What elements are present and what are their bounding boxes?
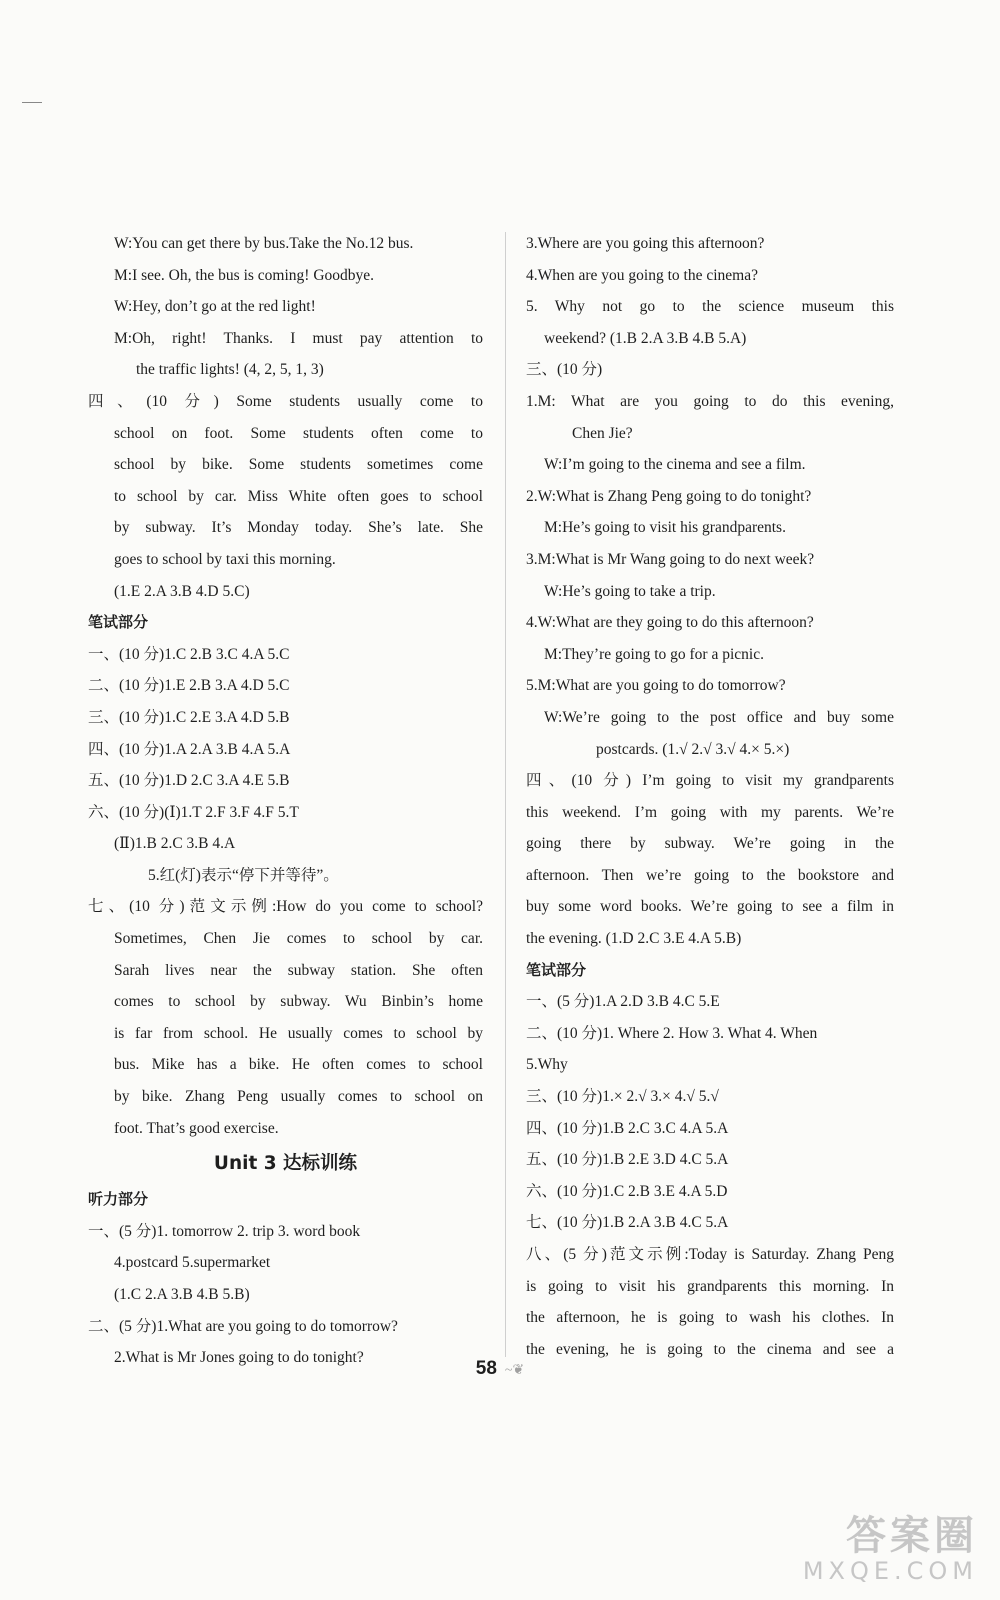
corner-mark <box>22 102 42 103</box>
text-line: by bike. Zhang Peng usually comes to school on <box>114 1088 483 1106</box>
text-line: 一、(5 分)1. tomorrow 2. trip 3. word book <box>88 1222 361 1240</box>
text-line: is far from school. He usually comes to school by <box>114 1024 483 1042</box>
leaf-ornament-icon: ~❦ <box>504 1362 525 1378</box>
text-line: buy some word books. We’re going to see a film in <box>526 898 894 916</box>
text-line: (1.C 2.A 3.B 4.B 5.B) <box>114 1286 250 1303</box>
text-line: 四、(10 分) I’m going to visit my grandparents <box>526 772 894 790</box>
text-line: 5.红(灯)表示“停下并等待”。 <box>148 866 339 884</box>
text-line: M:I see. Oh, the bus is coming! Goodbye. <box>114 266 375 284</box>
text-line: 七、(10 分)范文示例:How do you come to school? <box>88 898 483 916</box>
text-line: 3.Where are you going this afternoon? <box>526 235 765 252</box>
text-line: 5.M:What are you going to do tomorrow? <box>526 677 786 695</box>
text-line: 七、(10 分)1.B 2.A 3.B 4.C 5.A <box>526 1214 729 1232</box>
text-line: comes to school by subway. Wu Binbin’s home <box>114 993 483 1011</box>
text-line: 三、(10 分)1.× 2.√ 3.× 4.√ 5.√ <box>526 1088 719 1106</box>
text-line: W:You can get there by bus.Take the No.12 bus. <box>114 235 414 252</box>
page-footer <box>0 1358 1000 1380</box>
section-heading: 笔试部分 <box>88 613 149 632</box>
text-line: foot. That’s good exercise. <box>114 1119 279 1137</box>
text-line: 五、(10 分)1.D 2.C 3.A 4.E 5.B <box>88 772 290 790</box>
watermark <box>788 1504 978 1584</box>
text-line: this weekend. I’m going with my parents. We’re <box>526 803 894 821</box>
text-line: 二、(10 分)1.E 2.B 3.A 4.D 5.C <box>88 677 290 695</box>
text-line: 六、(10 分)1.C 2.B 3.E 4.A 5.D <box>526 1182 728 1200</box>
text-line: the evening, he is going to the cinema and see a <box>526 1340 894 1358</box>
text-line: 5. Why not go to the science museum this <box>526 298 894 316</box>
text-line: 二、(5 分)1.What are you going to do tomorrow? <box>88 1317 398 1335</box>
text-line: W:Hey, don’t go at the red light! <box>114 298 316 316</box>
column-divider <box>505 232 506 1357</box>
text-line: 一、(10 分)1.C 2.B 3.C 4.A 5.C <box>88 645 290 663</box>
watermark-url: MXQE.COM <box>802 1557 978 1585</box>
text-line: 四、(10 分)1.A 2.A 3.B 4.A 5.A <box>88 740 291 758</box>
text-line: weekend? (1.B 2.A 3.B 4.B 5.A) <box>544 329 747 347</box>
text-line: by subway. It’s Monday today. She’s late. She <box>114 519 483 537</box>
right-column <box>526 228 894 1365</box>
text-line: 2.W:What is Zhang Peng going to do tonight? <box>526 487 812 505</box>
text-line: to school by car. Miss White often goes to school <box>114 487 483 505</box>
text-line: 4.postcard 5.supermarket <box>114 1254 271 1272</box>
text-line: 4.When are you going to the cinema? <box>526 266 758 284</box>
text-line: 二、(10 分)1. Where 2. How 3. What 4. When <box>526 1024 818 1042</box>
text-line: (Ⅱ)1.B 2.C 3.B 4.A <box>114 835 236 853</box>
text-line: 四、(10 分) Some students usually come to <box>88 392 483 410</box>
text-line: 5.Why <box>526 1056 568 1074</box>
text-line: 三、(10 分)1.C 2.E 3.A 4.D 5.B <box>88 708 290 726</box>
text-line: the traffic lights! (4, 2, 5, 1, 3) <box>136 361 324 379</box>
watermark-logo: 答案圈 <box>846 1513 978 1559</box>
text-line: Sarah lives near the subway station. She often <box>114 961 483 979</box>
text-line: 六、(10 分)(Ⅰ)1.T 2.F 3.F 4.F 5.T <box>88 803 299 821</box>
text-line: bus. Mike has a bike. He often comes to school <box>114 1056 483 1074</box>
text-line: 五、(10 分)1.B 2.E 3.D 4.C 5.A <box>526 1151 729 1169</box>
text-line: W:He’s going to take a trip. <box>544 582 716 600</box>
text-line: Sometimes, Chen Jie comes to school by car. <box>114 930 483 948</box>
text-line: goes to school by taxi this morning. <box>114 550 336 568</box>
text-line: (1.E 2.A 3.B 4.D 5.C) <box>114 582 250 600</box>
text-line: 四、(10 分)1.B 2.C 3.C 4.A 5.A <box>526 1119 729 1137</box>
text-line: 3.M:What is Mr Wang going to do next week? <box>526 550 815 568</box>
text-line: school by bike. Some students sometimes come <box>114 456 483 474</box>
unit-heading: Unit 3 达标训练 <box>213 1153 358 1175</box>
section-heading: 笔试部分 <box>526 960 587 979</box>
left-column <box>88 228 483 1374</box>
text-line: the evening. (1.D 2.C 3.E 4.A 5.B) <box>526 930 742 948</box>
text-line: M:Oh, right! Thanks. I must pay attention to <box>114 329 483 347</box>
text-line: 一、(5 分)1.A 2.D 3.B 4.C 5.E <box>526 993 720 1011</box>
text-line: M:He’s going to visit his grandparents. <box>544 519 786 537</box>
text-line: the afternoon, he is going to wash his clothes. In <box>526 1309 894 1327</box>
text-line: 2.What is Mr Jones going to do tonight? <box>114 1349 364 1367</box>
text-line: school on foot. Some students often come to <box>114 424 483 442</box>
page-number: 58 <box>475 1358 497 1379</box>
text-line: is going to visit his grandparents this morning. In <box>526 1277 894 1295</box>
text-line: M:They’re going to go for a picnic. <box>544 645 764 663</box>
text-line: 4.W:What are they going to do this afternoon? <box>526 614 814 632</box>
text-line: going there by subway. We’re going in the <box>526 835 894 853</box>
text-line: W:I’m going to the cinema and see a film. <box>544 456 806 474</box>
text-line: afternoon. Then we’re going to the bookstore and <box>526 866 894 884</box>
text-line: postcards. (1.√ 2.√ 3.√ 4.× 5.×) <box>596 740 790 758</box>
text-line: Chen Jie? <box>572 424 633 442</box>
text-line: 1.M: What are you going to do this evening, <box>526 392 894 410</box>
text-line: 三、(10 分) <box>526 361 603 379</box>
section-heading: 听力部分 <box>88 1190 149 1209</box>
text-line: W:We’re going to the post office and buy some <box>544 708 894 726</box>
text-line: 八、(5 分)范文示例:Today is Saturday. Zhang Peng <box>526 1246 894 1263</box>
